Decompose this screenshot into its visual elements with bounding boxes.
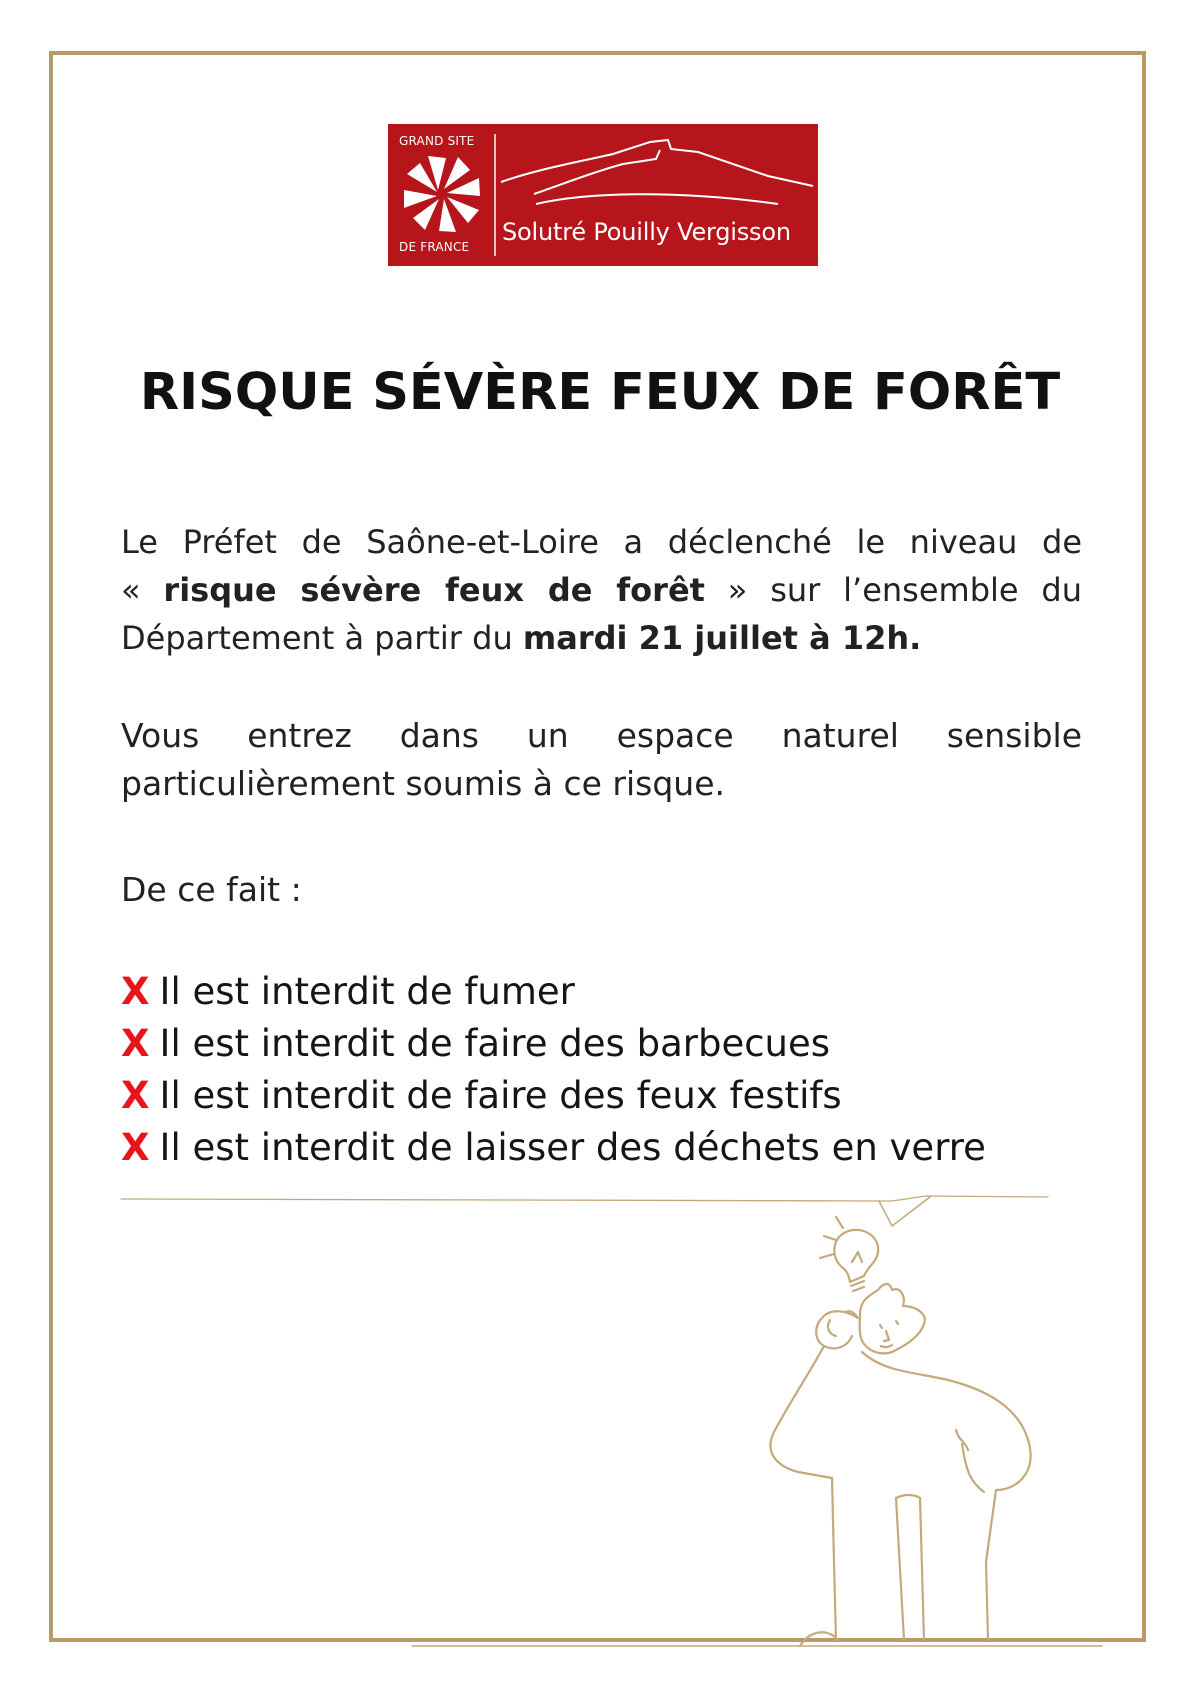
logo-top-text: GRAND SITE	[399, 134, 475, 148]
lightbulb-icon	[820, 1217, 878, 1291]
notice-line-2: particulièrement soumis à ce risque.	[121, 764, 726, 803]
risk-level-bold: risque sévère feux de forêt	[163, 571, 705, 609]
announcement-line-2: « risque sévère feux de forêt » sur l’ensemble du	[121, 571, 1083, 609]
list-item: X Il est interdit de faire des barbecues	[121, 1022, 831, 1065]
page-title: RISQUE SÉVÈRE FEUX DE FORÊT	[139, 363, 1061, 422]
notice-line-1: Vous entrez dans un espace naturel sensible	[121, 716, 1082, 755]
logo-site-name: Solutré Pouilly Vergisson	[502, 218, 791, 246]
start-date-bold: mardi 21 juillet à 12h.	[522, 619, 922, 657]
list-item: X Il est interdit de faire des feux festifs	[121, 1074, 842, 1117]
list-item: X Il est interdit de laisser des déchets en verre	[121, 1126, 986, 1169]
list-item: X Il est interdit de fumer	[121, 970, 575, 1013]
x-icon: X	[121, 1074, 150, 1117]
x-icon: X	[121, 1022, 150, 1065]
announcement-line-3: Département à partir du mardi 21 juillet à 12h.	[121, 619, 922, 657]
announcement-line-1: Le Préfet de Saône-et-Loire a déclenché le niveau de	[121, 523, 1082, 561]
logo-bottom-text: DE FRANCE	[399, 240, 470, 254]
x-icon: X	[121, 1126, 150, 1169]
consequence-intro: De ce fait :	[121, 870, 302, 909]
x-icon: X	[121, 970, 150, 1013]
